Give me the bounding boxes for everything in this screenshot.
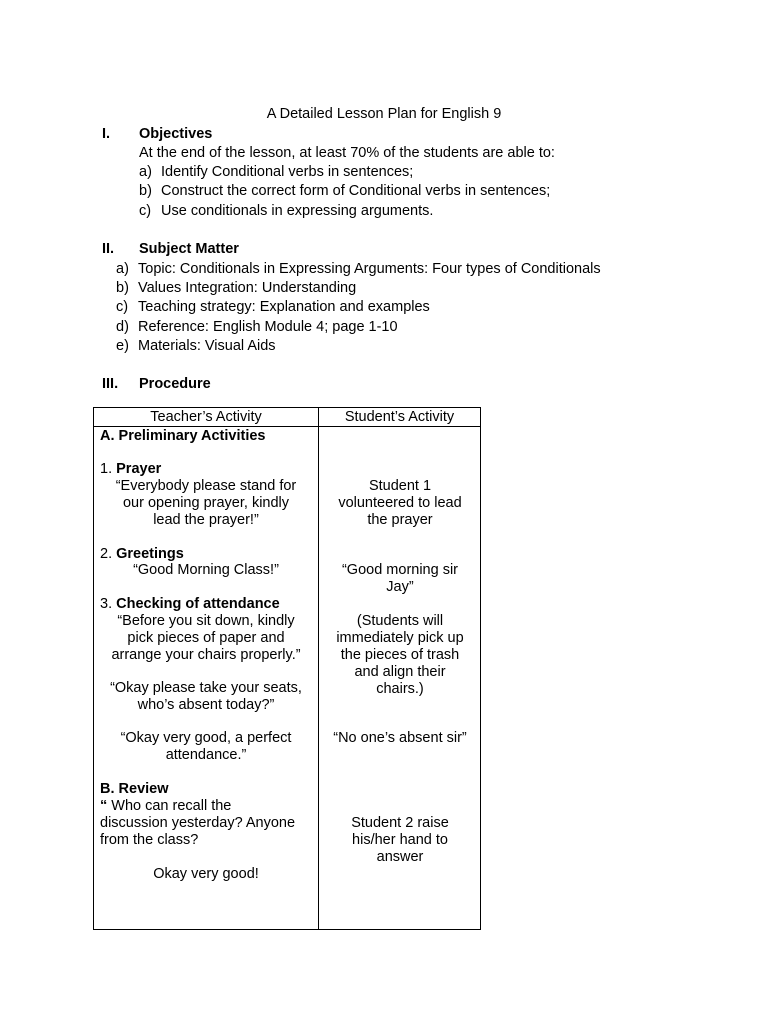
teacher-line: “Before you sit down, kindly [117, 613, 295, 629]
review-heading: B. Review [100, 781, 169, 797]
teacher-line: “Good Morning Class!” [133, 562, 279, 578]
student-line: the prayer [367, 512, 433, 528]
subject-text: Teaching strategy: Explanation and examples [138, 299, 430, 315]
document-title: A Detailed Lesson Plan for English 9 [266, 106, 502, 122]
procedure-heading: Procedure [139, 376, 211, 392]
objective-item [139, 163, 413, 182]
objective-label: b) [139, 183, 152, 199]
student-line: Student 1 [368, 478, 432, 494]
subject-item [116, 298, 430, 317]
teacher-line: attendance.” [165, 747, 247, 763]
teacher-line: “Okay please take your seats, [110, 680, 302, 696]
table-header-row [94, 408, 481, 427]
objective-item [139, 202, 433, 221]
greetings-title: Greetings [116, 546, 184, 562]
subject-item [116, 260, 601, 279]
subject-text: Values Integration: Understanding [138, 280, 357, 296]
student-line: answer [376, 849, 424, 865]
student-line: his/her hand to [352, 832, 448, 848]
procedure-table [93, 407, 481, 930]
preliminary-activities-heading: A. Preliminary Activities [100, 428, 266, 444]
objectives-heading: Objectives [139, 126, 213, 142]
teacher-line: our opening prayer, kindly [122, 495, 290, 511]
student-line: “Good morning sir [341, 562, 459, 578]
teacher-activity-header: Teacher’s Activity [94, 408, 319, 427]
review-question: Who can recall the [107, 798, 232, 814]
teacher-line: from the class? [100, 832, 199, 848]
attendance-number: 3. [100, 596, 113, 612]
objective-label: a) [139, 164, 152, 180]
student-line: volunteered to lead [338, 495, 462, 511]
student-activity-cell [319, 427, 481, 930]
subject-item [116, 279, 356, 298]
objective-text: Construct the correct form of Conditional verbs in sentences; [161, 183, 551, 199]
subject-matter-heading: Subject Matter [139, 241, 239, 257]
objectives-intro: At the end of the lesson, at least 70% of the students are able to: [139, 145, 555, 161]
subject-text: Reference: English Module 4; page 1-10 [138, 319, 398, 335]
student-line: “No one’s absent sir” [333, 730, 467, 746]
objective-text: Identify Conditional verbs in sentences; [161, 164, 414, 180]
student-line: immediately pick up [336, 630, 464, 646]
subject-text: Topic: Conditionals in Expressing Arguments: Four types of Conditionals [138, 261, 601, 277]
teacher-line: Okay very good! [153, 866, 259, 882]
subject-label: c) [116, 299, 129, 315]
student-line: Jay” [386, 579, 414, 595]
student-activity-header: Student’s Activity [319, 408, 481, 427]
subject-label: d) [116, 319, 129, 335]
teacher-line: “Okay very good, a perfect [120, 730, 292, 746]
objective-label: c) [139, 203, 152, 219]
subject-text: Materials: Visual Aids [138, 338, 276, 354]
teacher-line: “Everybody please stand for [115, 478, 297, 494]
teacher-line: arrange your chairs properly.” [111, 647, 301, 663]
table-row [94, 427, 481, 930]
prayer-title: Prayer [116, 461, 162, 477]
subject-label: b) [116, 280, 129, 296]
subject-matter-numeral: II. [102, 241, 115, 257]
subject-label: a) [116, 261, 129, 277]
student-line: (Students will [356, 613, 444, 629]
subject-item [116, 337, 276, 356]
greetings-number: 2. [100, 546, 113, 562]
student-line: chairs.) [376, 681, 424, 697]
teacher-line: lead the prayer!” [153, 512, 259, 528]
procedure-numeral: III. [102, 376, 119, 392]
objectives-numeral: I. [102, 126, 111, 142]
subject-item [116, 318, 398, 337]
teacher-line: who’s absent today?” [137, 697, 275, 713]
objective-text: Use conditionals in expressing arguments. [161, 203, 434, 219]
subject-label: e) [116, 338, 129, 354]
review-quote-mark: “ [100, 798, 108, 814]
objective-item [139, 182, 550, 201]
student-line: Student 2 raise [351, 815, 449, 831]
teacher-line: discussion yesterday? Anyone [100, 815, 296, 831]
prayer-number: 1. [100, 461, 113, 477]
teacher-activity-cell [94, 427, 319, 930]
teacher-line: pick pieces of paper and [127, 630, 285, 646]
student-line: and align their [354, 664, 446, 680]
student-line: the pieces of trash [340, 647, 460, 663]
attendance-title: Checking of attendance [116, 596, 280, 612]
